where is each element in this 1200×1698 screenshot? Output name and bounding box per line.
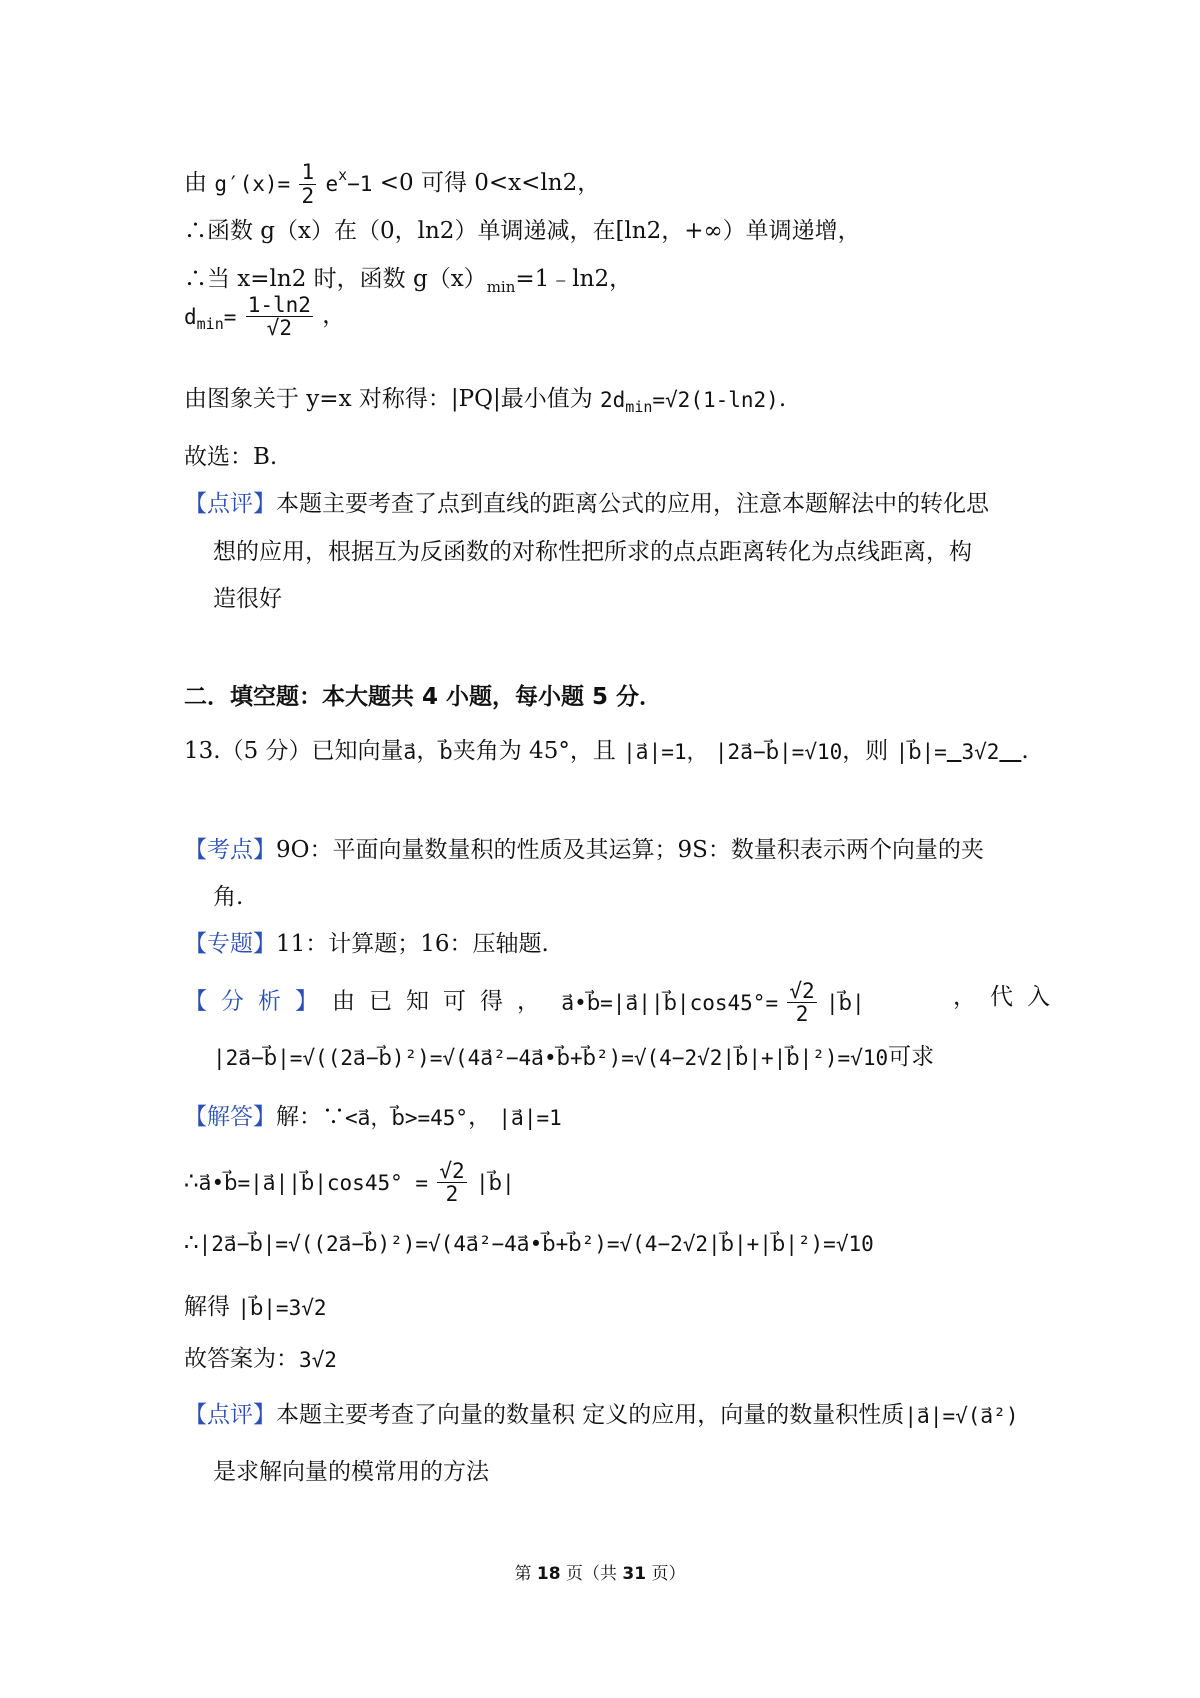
math-expr: = bbox=[223, 304, 237, 329]
math-expr: |2a⃗−b⃗|=√((2a⃗−b⃗)²)=√(4a⃗²−4a⃗•b⃗+b⃗²)=√(4−2√2|b⃗|+|b⃗|²)=√10 bbox=[198, 1232, 874, 1256]
text: ，代入 bbox=[953, 984, 1064, 1010]
math-expr: a⃗•b⃗=|a⃗||b⃗|cos45° = bbox=[198, 1170, 429, 1195]
answer-blank bbox=[947, 738, 1022, 764]
math-expr: |b⃗| bbox=[475, 1170, 515, 1195]
page-number: 18 bbox=[536, 1564, 561, 1584]
total-pages: 31 bbox=[622, 1564, 647, 1584]
math-expr: |2a⃗−b⃗|=√10 bbox=[714, 740, 843, 764]
footer-text: 第 bbox=[514, 1564, 537, 1584]
math-expr: =√2(1-ln2) bbox=[652, 388, 779, 412]
text: 故答案为： bbox=[184, 1346, 299, 1372]
section-heading: 二．填空题：本大题共 4 小题，每小题 5 分． bbox=[184, 684, 663, 710]
solution-step-1 bbox=[184, 1160, 515, 1205]
pq-line bbox=[184, 382, 786, 424]
comment-cont: 想的应用，根据互为反函数的对称性把所求的点点距离转化为点线距离，构 bbox=[213, 539, 972, 565]
denominator: 2 bbox=[301, 183, 315, 208]
text: <0 可得 0<x<ln2， bbox=[379, 170, 601, 196]
jieda-line bbox=[184, 1100, 562, 1135]
math-expr: d bbox=[184, 304, 197, 329]
fraction bbox=[787, 980, 816, 1025]
text: 11：计算题；16：压轴题. bbox=[276, 931, 549, 957]
text: 由已知可得， bbox=[332, 988, 554, 1015]
text: 本题主要考查了点到直线的距离公式的应用，注意本题解法中的转化思 bbox=[276, 491, 989, 517]
numerator: 1-ln2 bbox=[247, 293, 311, 317]
text: 由图象关于 y=x 对称得：|PQ|最小值为 bbox=[184, 386, 600, 412]
dianping-cont: 是求解向量的模常用的方法 bbox=[213, 1459, 489, 1485]
math-expr: |2a⃗−b⃗|=√((2a⃗−b⃗)²)=√(4a⃗²−4a⃗•b⃗+b⃗²)=√(4−2√2|b⃗|+|b⃗|²)=√10 bbox=[213, 1046, 889, 1070]
numerator: 1 bbox=[301, 160, 315, 185]
kaodian-line bbox=[184, 833, 984, 867]
denominator: √2 bbox=[266, 316, 292, 341]
math-expr: |a⃗|=√(a⃗²) bbox=[904, 1404, 1019, 1428]
math-expr: |a⃗|=1， bbox=[623, 740, 708, 764]
text: 本题主要考查了向量的数量积 定义的应用，向量的数量积性质 bbox=[276, 1402, 905, 1428]
math-expr: g′(x)= bbox=[214, 172, 291, 196]
monotonic-line: ∴函数 g（x）在（0，ln2）单调递减，在[ln2，+∞）单调递增， bbox=[184, 218, 861, 244]
kaodian-tag: 【考点】 bbox=[184, 837, 276, 863]
text: ， bbox=[468, 1104, 492, 1130]
subscript: min bbox=[196, 314, 224, 333]
math-expr: 3√2 bbox=[299, 1348, 337, 1372]
text: ， bbox=[322, 302, 346, 329]
kaodian-cont: 角. bbox=[213, 884, 244, 910]
text: 13.（5 分）已知向量 bbox=[184, 738, 404, 764]
jieda-tag: 【解答】 bbox=[184, 1104, 276, 1130]
choice-line: 故选：B. bbox=[184, 444, 278, 470]
text: =1﹣ln2， bbox=[515, 266, 633, 292]
math-expr: |b⃗|= bbox=[895, 740, 947, 764]
text: ∴ bbox=[184, 1230, 199, 1256]
page-footer bbox=[0, 1559, 1200, 1584]
answer: 3√2 bbox=[961, 740, 1000, 764]
zhuanti-line bbox=[184, 927, 549, 961]
numerator: √2 bbox=[439, 1159, 465, 1183]
text: ，则 bbox=[842, 738, 896, 764]
comment-tag: 【点评】 bbox=[184, 491, 276, 517]
dmin-line bbox=[184, 294, 345, 341]
text: ∴ bbox=[184, 1168, 199, 1195]
subscript: min bbox=[486, 278, 516, 296]
math-expr: e bbox=[325, 172, 339, 196]
text: 夹角为 45°，且 bbox=[452, 738, 624, 764]
text: . bbox=[778, 386, 787, 412]
numerator: √2 bbox=[789, 979, 815, 1003]
comment-line bbox=[184, 487, 989, 521]
solution-step-2 bbox=[184, 1226, 874, 1261]
vector-b: b⃗ bbox=[439, 740, 453, 764]
footer-text: 页（共 bbox=[560, 1564, 623, 1584]
math-expr: a⃗•b⃗=|a⃗||b⃗|cos45° bbox=[561, 990, 766, 1015]
fenxi-cont bbox=[213, 1040, 934, 1075]
fenxi-tag: 【分析】 bbox=[184, 988, 332, 1015]
fraction bbox=[246, 294, 313, 339]
text: 由 bbox=[184, 170, 215, 196]
comment-cont: 造很好 bbox=[213, 586, 282, 612]
vector-a: a⃗ bbox=[403, 740, 417, 764]
denominator: 2 bbox=[795, 1002, 809, 1027]
text: . bbox=[1021, 738, 1029, 764]
denominator: 2 bbox=[445, 1182, 459, 1207]
derivative-line bbox=[184, 158, 600, 207]
text: 解：∵ bbox=[276, 1104, 345, 1130]
subscript: min bbox=[625, 398, 653, 416]
text: 9O：平面向量数量积的性质及其运算；9S：数量积表示两个向量的夹 bbox=[276, 837, 984, 863]
text: 可求 bbox=[888, 1044, 935, 1070]
footer-text: 页） bbox=[646, 1564, 686, 1584]
text: ， bbox=[416, 738, 440, 764]
math-expr: −1 bbox=[347, 172, 373, 196]
zhuanti-tag: 【专题】 bbox=[184, 931, 276, 957]
question-13 bbox=[184, 734, 1029, 769]
math-expr: |b⃗| bbox=[826, 990, 865, 1015]
math-expr: |b⃗|=3√2 bbox=[237, 1296, 327, 1320]
dianping-line bbox=[184, 1398, 1019, 1433]
solution-step-3 bbox=[184, 1290, 327, 1325]
fraction bbox=[299, 161, 316, 206]
math-expr: = bbox=[765, 990, 779, 1015]
text: ∴当 x=ln2 时，函数 g（x） bbox=[184, 266, 487, 292]
answer-line bbox=[184, 1342, 337, 1377]
text: 解得 bbox=[184, 1294, 238, 1320]
fenxi-line bbox=[184, 979, 1064, 1027]
math-expr: |a⃗|=1 bbox=[498, 1106, 562, 1130]
math-expr: 2d bbox=[600, 388, 626, 412]
fraction bbox=[437, 1160, 466, 1205]
dianping-tag: 【点评】 bbox=[184, 1402, 276, 1428]
superscript: x bbox=[338, 166, 348, 184]
math-expr: <a⃗，b⃗>=45° bbox=[345, 1106, 469, 1130]
